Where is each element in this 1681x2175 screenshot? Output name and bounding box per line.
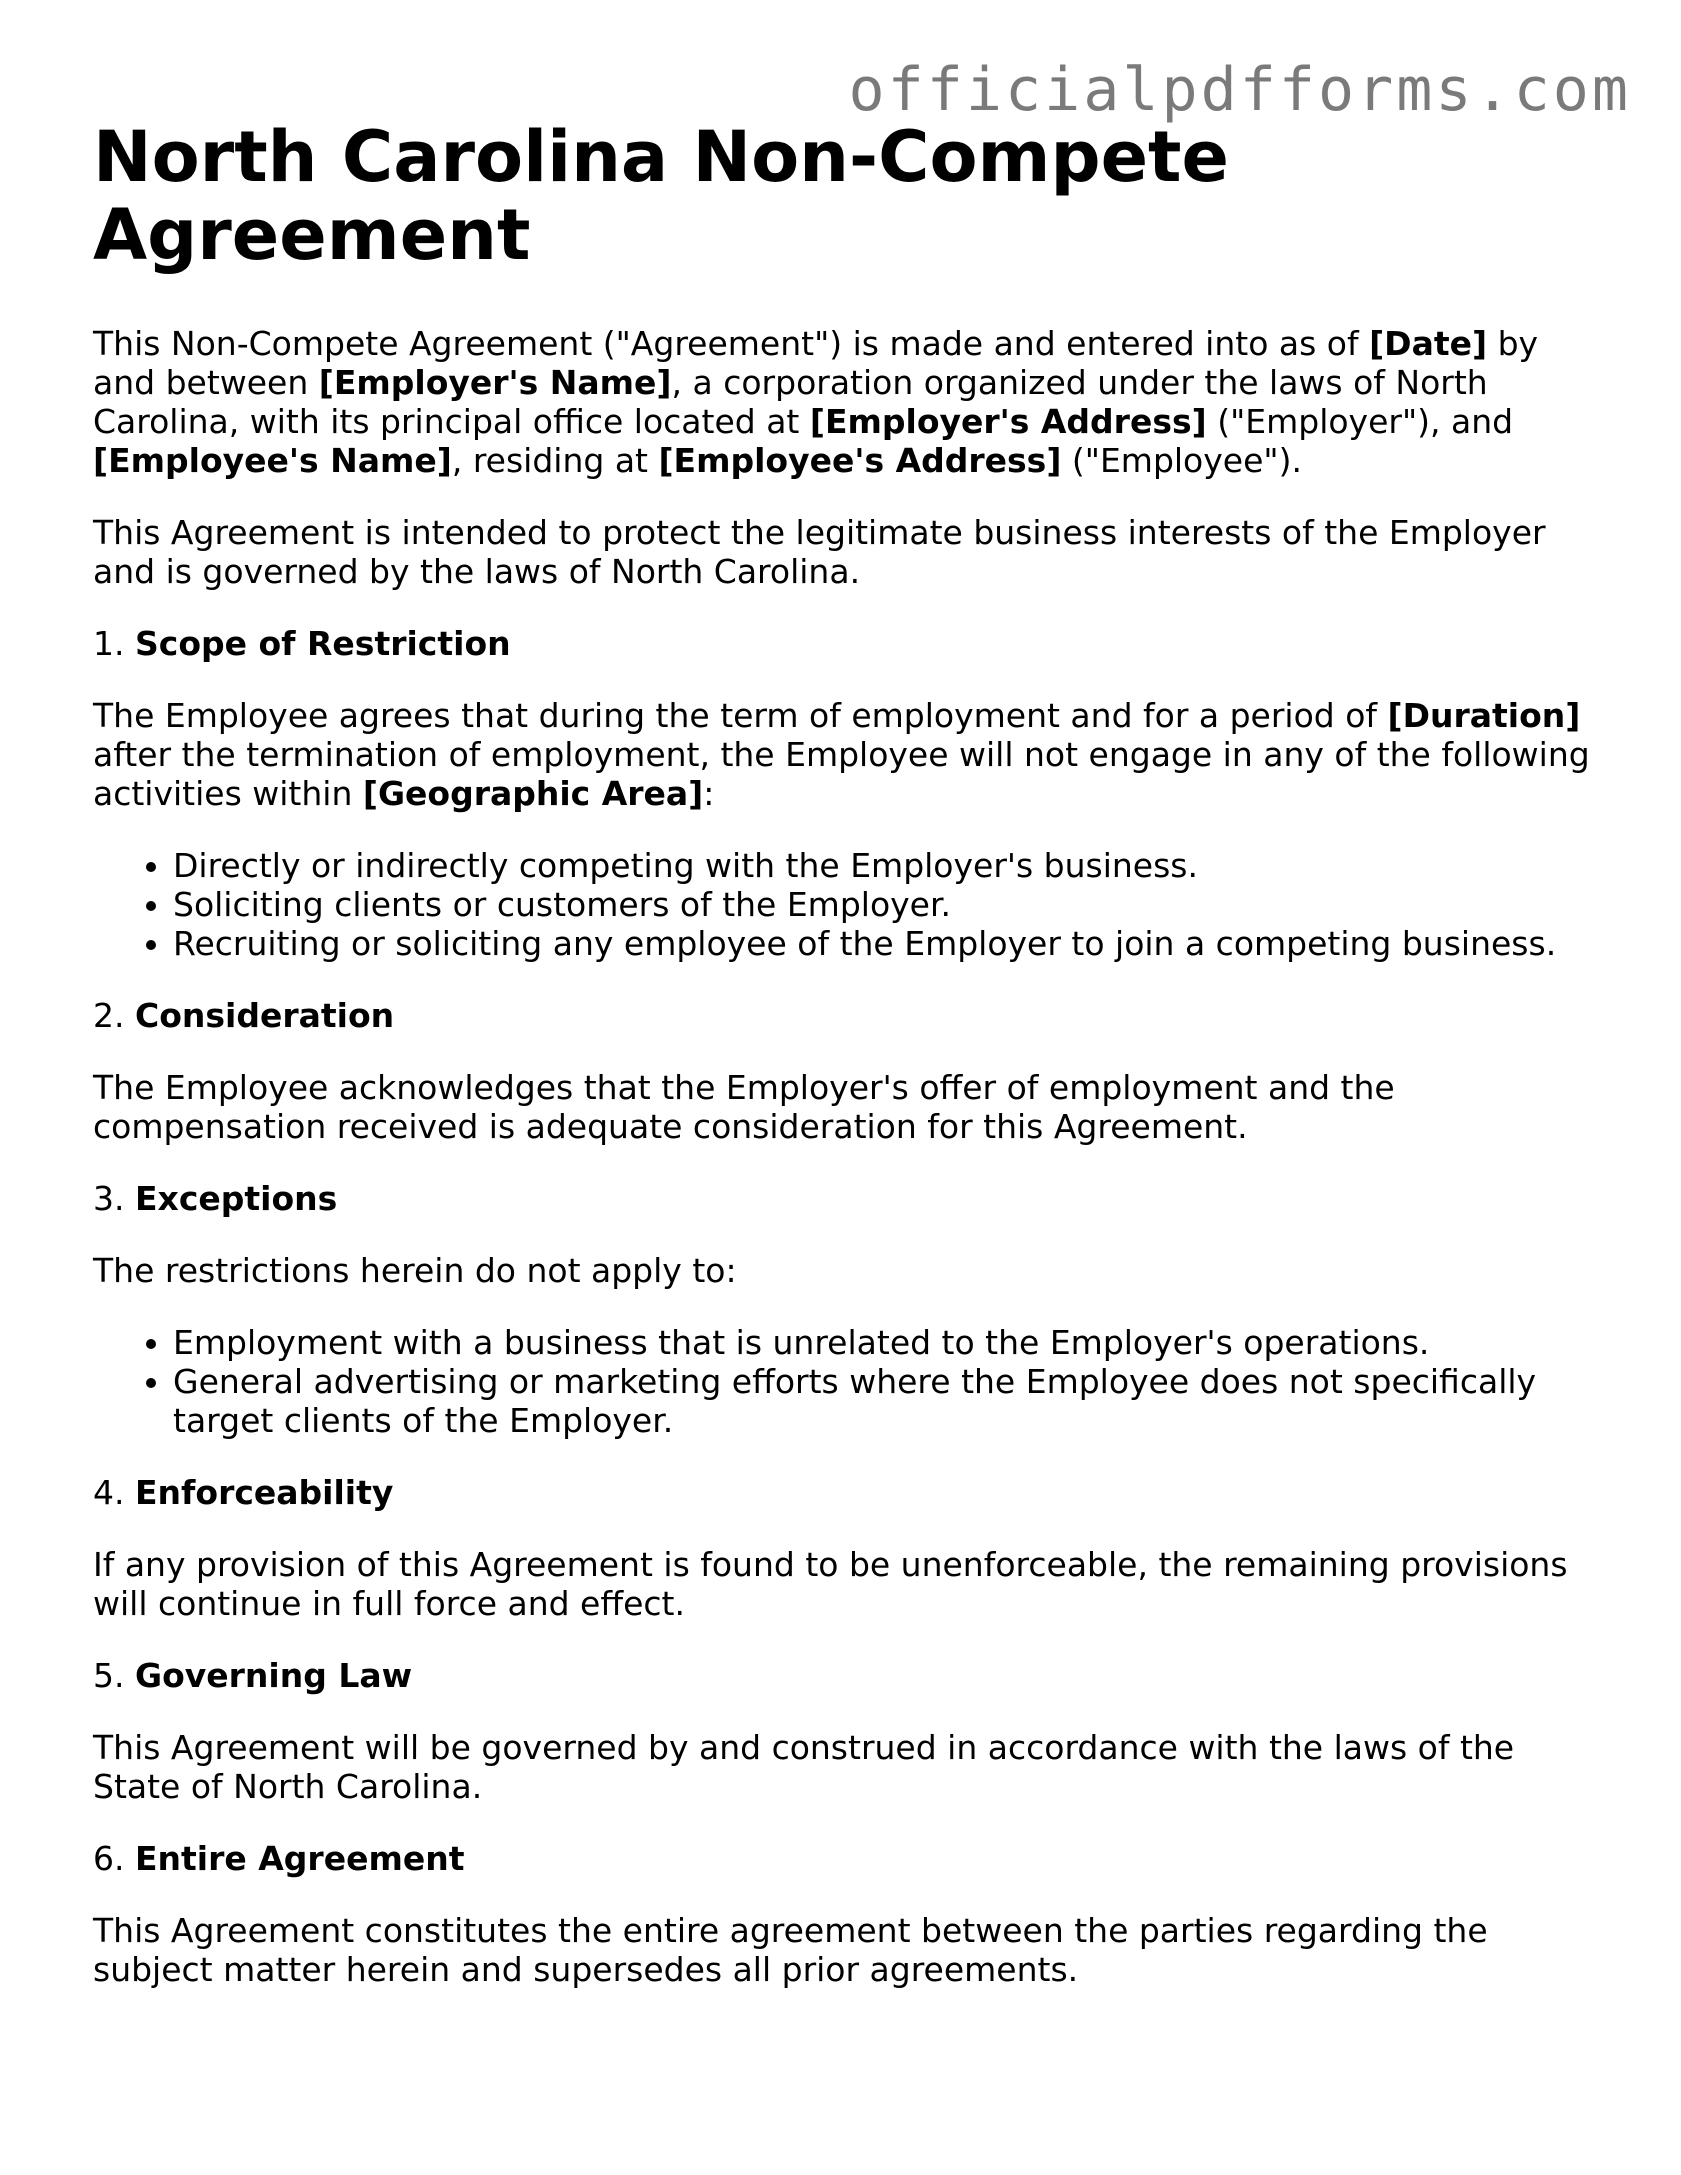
watermark-text: officialpdfforms.com [848,55,1631,125]
section-number: 2. [93,996,125,1035]
intro-text-5: , residing at [451,441,659,480]
employee-address-placeholder: [Employee's Address] [658,441,1062,480]
section-heading-entire-agreement [93,1839,1593,1878]
employer-address-placeholder: [Employer's Address] [809,402,1207,441]
intro-text-2: by and between [93,324,1539,402]
scope-text-3: : [703,774,715,813]
document-title: North Carolina Non-Compete Agreement [93,116,1229,276]
document-page [93,118,1593,2022]
geographic-area-placeholder: [Geographic Area] [362,774,704,813]
governing-law-paragraph: This Agreement will be governed by and construed in accordance with the laws of the State of North Carolina. [93,1728,1515,1806]
exceptions-list [93,1323,1593,1440]
section-title: Scope of Restriction [135,624,511,663]
scope-text-2: after the termination of employment, the Employee will not engage in any of the following activities within [93,735,1590,813]
purpose-paragraph: This Agreement is intended to protect the legitimate business interests of the Employer and is governed by the laws of North Carolina. [93,513,1546,591]
enforceability-paragraph: If any provision of this Agreement is found to be unenforceable, the remaining provisions will continue in full force and effect. [93,1545,1568,1623]
employee-name-placeholder: [Employee's Name] [93,441,452,480]
section-heading-enforceability [93,1473,1593,1512]
section-heading-consideration [93,996,1593,1035]
intro-text-4: ("Employer"), and [1206,402,1514,441]
list-item: • General advertising or marketing efforts where the Employee does not specifically target clients of the Employer. [173,1362,1593,1440]
scope-paragraph [93,696,1593,813]
section-title: Enforceability [135,1473,394,1512]
list-item: • Directly or indirectly competing with the Employer's business. [173,846,1593,885]
section-heading-exceptions [93,1179,1593,1218]
intro-text-3: , a corporation organized under the laws of North Carolina, with its principal office located at [93,363,1488,441]
section-title: Governing Law [135,1656,413,1695]
consideration-paragraph: The Employee acknowledges that the Employer's offer of employment and the compensation received is adequate consideration for this Agreement. [93,1068,1395,1146]
list-item: • Recruiting or soliciting any employee of the Employer to join a competing business. [173,924,1593,963]
section-title: Entire Agreement [135,1839,465,1878]
entire-agreement-paragraph: This Agreement constitutes the entire agreement between the parties regarding the subject matter herein and supersedes all prior agreements. [93,1911,1488,1989]
intro-paragraph [93,324,1593,480]
section-number: 4. [93,1473,125,1512]
section-heading-scope [93,624,1593,663]
section-number: 3. [93,1179,125,1218]
section-title: Consideration [135,996,395,1035]
date-placeholder: [Date] [1369,324,1488,363]
section-title: Exceptions [135,1179,338,1218]
section-number: 6. [93,1839,125,1878]
employer-name-placeholder: [Employer's Name] [318,363,672,402]
section-number: 5. [93,1656,125,1695]
scope-text-1: The Employee agrees that during the term of employment and for a period of [93,696,1388,735]
scope-list [93,846,1593,963]
exceptions-paragraph: The restrictions herein do not apply to: [93,1251,737,1290]
section-heading-governing-law [93,1656,1593,1695]
intro-text-6: ("Employee"). [1061,441,1302,480]
section-number: 1. [93,624,125,663]
intro-text-1: This Non-Compete Agreement ("Agreement") is made and entered into as of [93,324,1370,363]
list-item: • Soliciting clients or customers of the Employer. [173,885,1593,924]
list-item: • Employment with a business that is unrelated to the Employer's operations. [173,1323,1593,1362]
duration-placeholder: [Duration] [1387,696,1581,735]
